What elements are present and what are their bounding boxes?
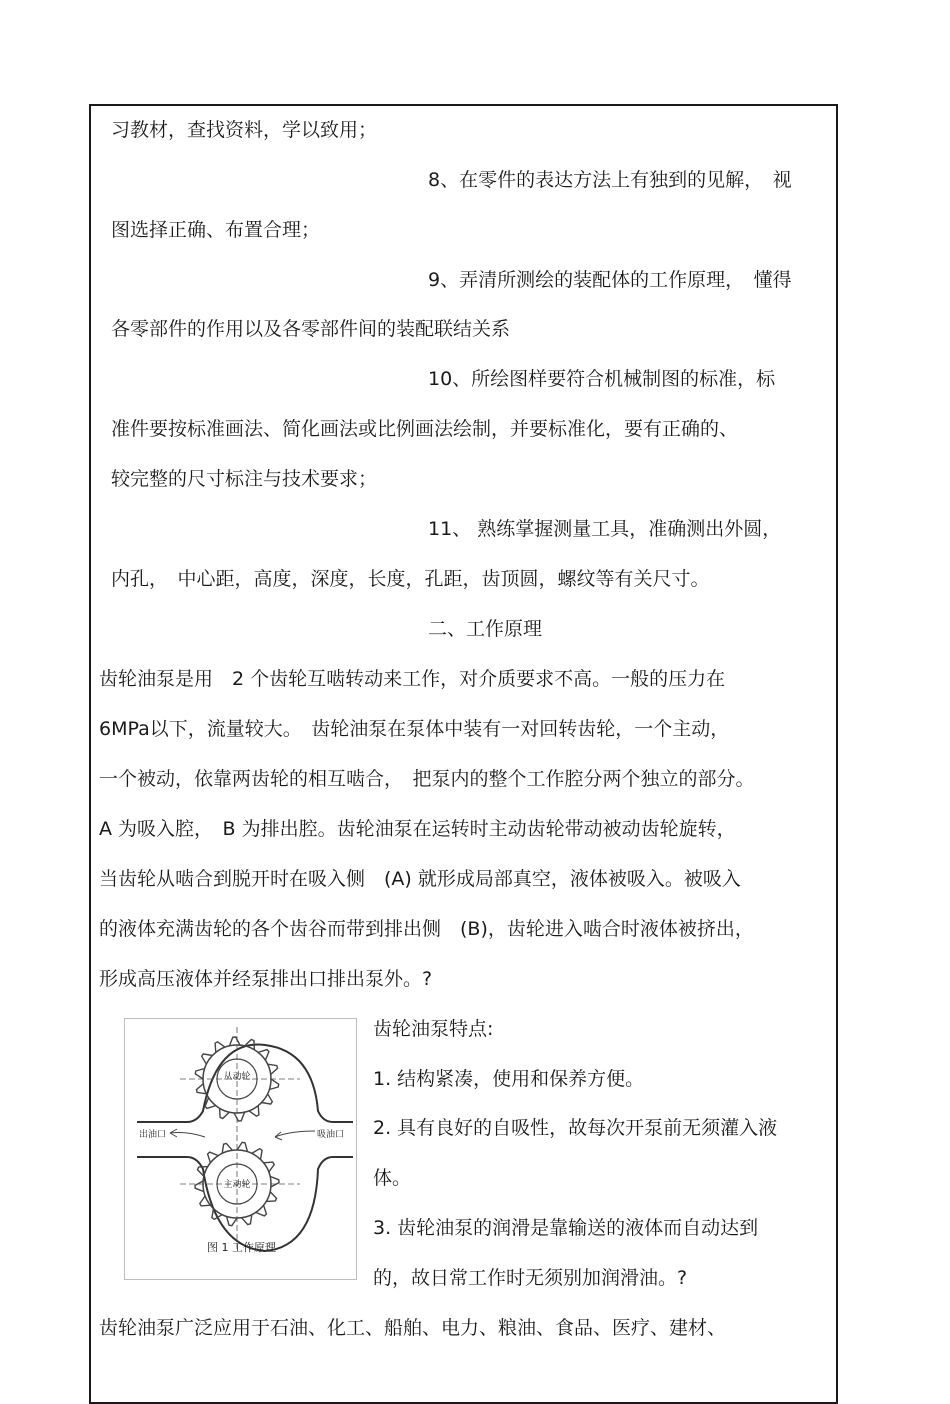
feature-line-2: 2. 具有良好的自吸性，故每次开泵前无须灌入液 [373, 1117, 778, 1139]
features-title: 齿轮油泵特点: [373, 1018, 494, 1040]
requirement-line-6: 10、所绘图样要符合机械制图的标准，标 [428, 368, 776, 390]
requirement-line-4: 9、弄清所测绘的装配体的工作原理， 懂得 [428, 269, 792, 291]
feature-line-5: 的，故日常工作时无须别加润滑油。? [373, 1267, 688, 1289]
requirement-line-8: 较完整的尺寸标注与技术要求； [111, 468, 378, 490]
figure-caption: 图 1 工作原理 [207, 1241, 276, 1254]
feature-line-1: 1. 结构紧凑，使用和保养方便。 [373, 1068, 645, 1090]
gear-pump-figure [124, 1018, 357, 1280]
requirement-line-9: 11、 熟练掌握测量工具，准确测出外圆， [428, 518, 782, 540]
requirement-line-7: 准件要按标准画法、简化画法或比例画法绘制，并要标准化，要有正确的、 [111, 418, 739, 440]
requirement-line-5: 各零部件的作用以及各零部件间的装配联结关系 [111, 318, 511, 340]
driven-gear-label: 从动轮 [223, 1072, 251, 1082]
principle-line-7: 形成高压液体并经泵排出口排出泵外。? [99, 968, 433, 990]
inlet-arrow-icon [275, 1131, 315, 1137]
principle-line-5: 当齿轮从啮合到脱开时在吸入侧 (A) 就形成局部真空，液体被吸入。被吸入 [99, 868, 741, 890]
inlet-label: 吸油口 [317, 1130, 345, 1140]
requirement-line-2: 8、在零件的表达方法上有独到的见解， 视 [428, 169, 792, 191]
principle-line-3: 一个被动，依靠两齿轮的相互啮合， 把泵内的整个工作腔分两个独立的部分。 [99, 768, 755, 790]
section-title: 二、工作原理 [428, 618, 543, 640]
feature-line-3: 体。 [373, 1167, 412, 1189]
requirement-line-3: 图选择正确、布置合理； [111, 219, 321, 241]
requirement-line-10: 内孔， 中心距，高度，深度，长度，孔距，齿顶圆，螺纹等有关尺寸。 [111, 568, 710, 590]
principle-line-2: 6MPa以下，流量较大。 齿轮油泵在泵体中装有一对回转齿轮，一个主动， [99, 718, 730, 740]
principle-line-4: A 为吸入腔， B 为排出腔。齿轮油泵在运转时主动齿轮带动被动齿轮旋转， [99, 818, 736, 840]
outlet-label: 出油口 [139, 1130, 167, 1140]
principle-line-1: 齿轮油泵是用 2 个齿轮互啮转动来工作，对介质要求不高。一般的压力在 [99, 668, 726, 690]
principle-line-6: 的液体充满齿轮的各个齿谷而带到排出侧 (B)，齿轮进入啮合时液体被挤出， [99, 918, 754, 940]
applications-line: 齿轮油泵广泛应用于石油、化工、船舶、电力、粮油、食品、医疗、建材、 [99, 1317, 727, 1339]
feature-line-4: 3. 齿轮油泵的润滑是靠输送的液体而自动达到 [373, 1217, 759, 1239]
drive-gear-label: 主动轮 [223, 1180, 251, 1190]
requirement-line-1: 习教材，查找资料，学以致用； [111, 119, 378, 141]
